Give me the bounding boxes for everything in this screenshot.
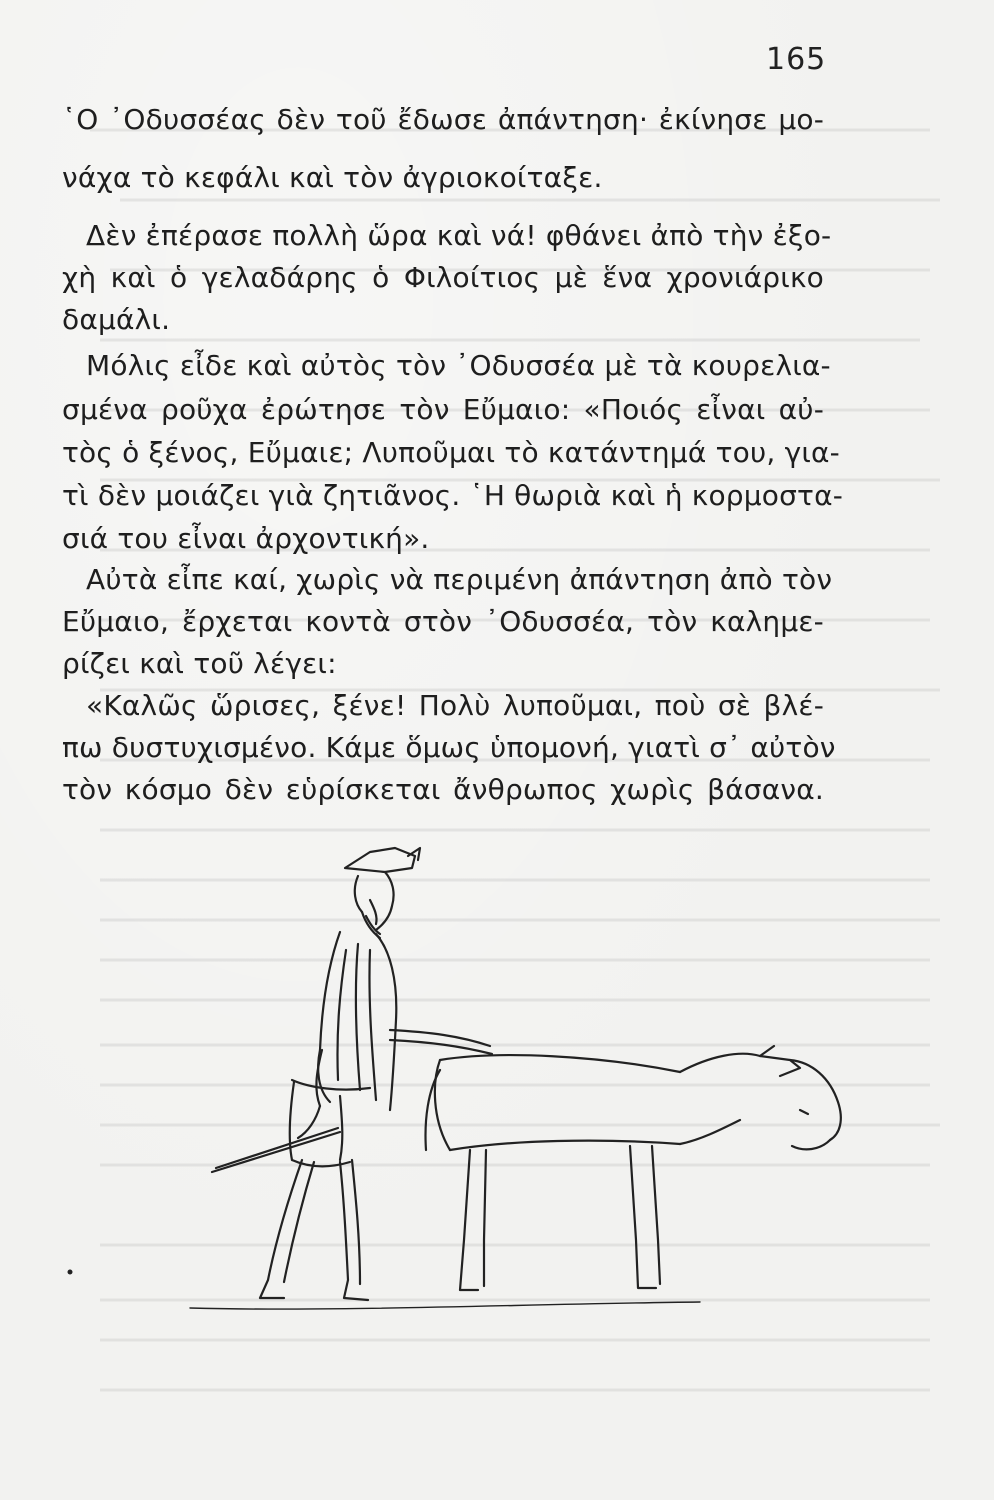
- text-line: νάχα τὸ κεφάλι καὶ τὸν ἀγριοκοίταξε.: [62, 161, 603, 194]
- text-line: τὸν κόσμο δὲν εὑρίσκεται ἄνθρωπος χωρὶς βάσανα.: [62, 773, 824, 806]
- text-line: τὸς ὁ ξένος, Εὔμαιε; Λυποῦμαι τὸ κατάντημά του, για-: [62, 436, 840, 469]
- page-number: 165: [766, 42, 827, 77]
- text-line: δαμάλι.: [62, 303, 171, 336]
- text-line: Αὐτὰ εἶπε καί, χωρὶς νὰ περιμένη ἀπάντηση ἀπὸ τὸν: [86, 563, 833, 596]
- text-line: Μόλις εἶδε καὶ αὐτὸς τὸν ᾿Οδυσσέα μὲ τὰ κουρελια-: [86, 349, 831, 382]
- odysseus-and-calf-illustration: [40, 820, 920, 1420]
- text-line: τὶ δὲν μοιάζει γιὰ ζητιᾶνος. ῾Η θωριὰ καὶ ἡ κορμοστα-: [62, 479, 844, 512]
- text-line: σιά του εἶναι ἀρχοντική».: [62, 522, 430, 555]
- text-line: χὴ καὶ ὁ γελαδάρης ὁ Φιλοίτιος μὲ ἕνα χρονιάρικο: [62, 261, 824, 294]
- text-line: ῾Ο ᾿Οδυσσέας δὲν τοῦ ἔδωσε ἀπάντηση· ἐκίνησε μο-: [62, 103, 824, 136]
- text-line: ρίζει καὶ τοῦ λέγει:: [62, 647, 337, 680]
- text-line: «Καλῶς ὥρισες, ξένε! Πολὺ λυποῦμαι, ποὺ σὲ βλέ-: [86, 689, 824, 722]
- ink-speck: [68, 1270, 73, 1275]
- text-line: πω δυστυχισμένο. Κάμε ὅμως ὑπομονή, γιατὶ σ᾿ αὐτὸν: [62, 731, 836, 764]
- text-line: Δὲν ἐπέρασε πολλὴ ὥρα καὶ νά! φθάνει ἀπὸ τὴν ἐξο-: [86, 219, 832, 252]
- text-line: σμένα ροῦχα ἐρώτησε τὸν Εὔμαιο: «Ποιός εἶναι αὐ-: [62, 393, 824, 426]
- text-line: Εὔμαιο, ἔρχεται κοντὰ στὸν ᾿Οδυσσέα, τὸν καλημε-: [62, 605, 824, 638]
